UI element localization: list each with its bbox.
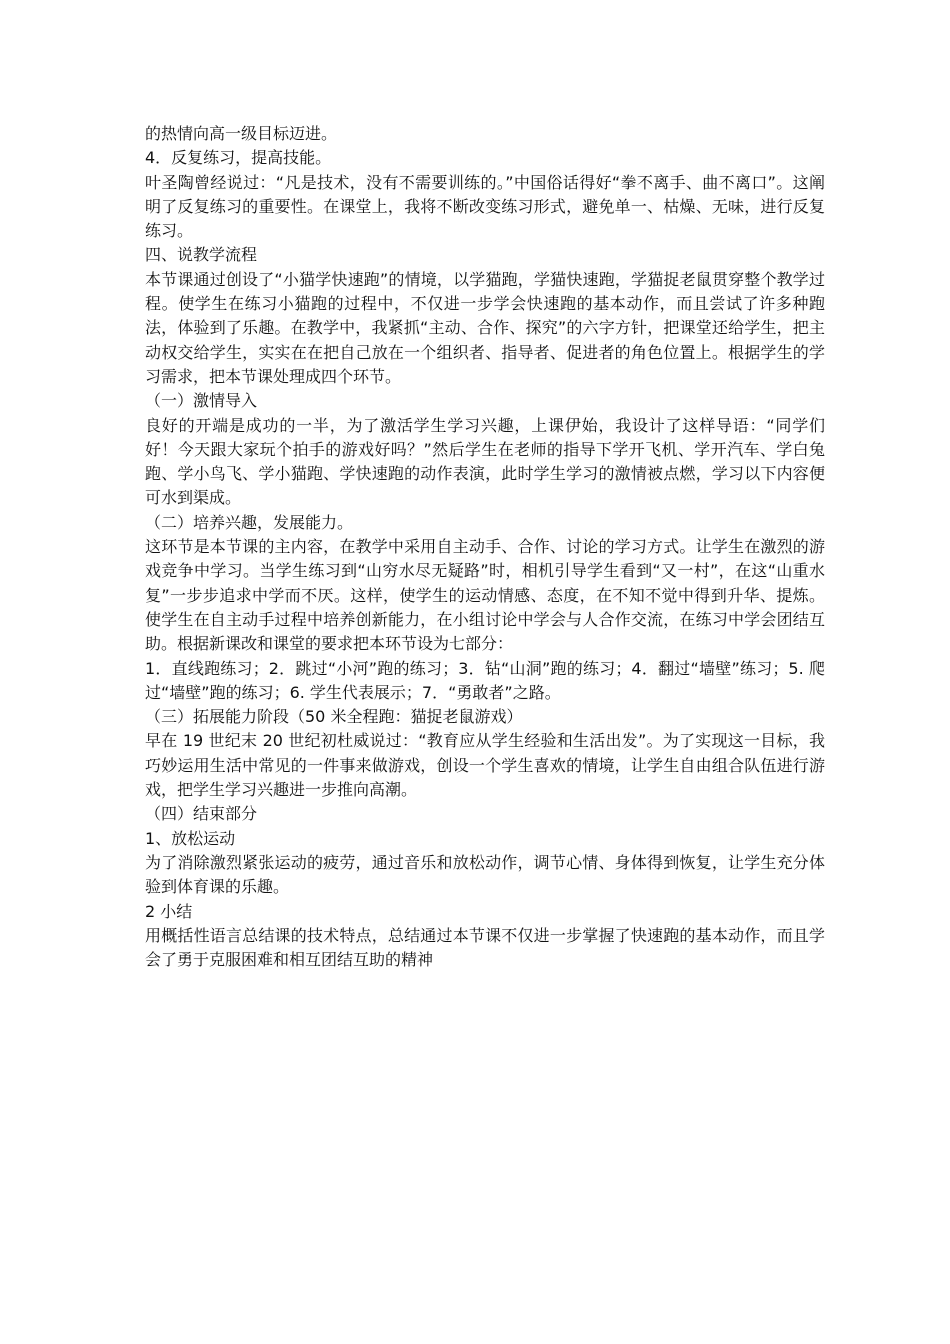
paragraph-summary: 用概括性语言总结课的技术特点，总结通过本节课不仅进一步掌握了快速跑的基本动作，而且学会了勇于克服困难和相互团结互助的精神 bbox=[145, 925, 825, 970]
document-body bbox=[145, 122, 825, 972]
paragraph-teaching-flow: 本节课通过创设了“小猫学快速跑”的情境，以学猫跑，学猫快速跑，学猫捉老鼠贯穿整个教学过程。使学生在练习小猫跑的过程中，不仅进一步学会快速跑的基本动作，而且尝试了许多种跑法，体验到了乐趣。在教学中，我紧抓“主动、合作、探究”的六字方针，把课堂还给学生，把主动权交给学生，实实在在把自己放在一个组织者、指导者、促进者的角色位置上。根据学生的学习需求，把本节课处理成四个环节。 bbox=[145, 269, 825, 386]
item-summary: 2 小结 bbox=[145, 901, 193, 921]
subheading-extension: （三）拓展能力阶段（50 米全程跑：猫捉老鼠游戏） bbox=[145, 707, 523, 727]
paragraph-seven-parts: 1．直线跑练习；2．跳过“小河”跑的练习；3．钻“山洞”跑的练习；4．翻过“墙壁”练习；5. 爬过“墙壁”跑的练习；6. 学生代表展示；7．“勇敢者”之路。 bbox=[145, 658, 825, 702]
subheading-intro: （一）激情导入 bbox=[145, 391, 258, 411]
section-heading-teaching-flow: 四、说教学流程 bbox=[145, 245, 258, 265]
paragraph-relax: 为了消除激烈紧张运动的疲劳，通过音乐和放松动作，调节心情、身体得到恢复，让学生充分体验到体育课的乐趣。 bbox=[145, 852, 825, 897]
subheading-interest: （二）培养兴趣，发展能力。 bbox=[145, 512, 354, 532]
paragraph-intro: 良好的开端是成功的一半，为了激活学生学习兴趣，上课伊始，我设计了这样导语：“同学们好！今天跟大家玩个拍手的游戏好吗？”然后学生在老师的指导下学开飞机、学开汽车、学白兔跑、学小鸟飞、学小猫跑、学快速跑的动作表演，此时学生学习的激情被点燃，学习以下内容便可水到渠成。 bbox=[145, 415, 825, 508]
item-relax: 1、放松运动 bbox=[145, 828, 236, 848]
subheading-ending: （四）结束部分 bbox=[145, 804, 258, 824]
paragraph-extension: 早在 19 世纪末 20 世纪初杜威说过：“教育应从学生经验和生活出发”。为了实现这一目标，我巧妙运用生活中常见的一件事来做游戏，创设一个学生喜欢的情境，让学生自由组合队伍进行游戏，把学生学习兴趣进一步推向高潮。 bbox=[145, 731, 825, 800]
paragraph-continuation: 的热情向高一级目标迈进。 bbox=[145, 124, 338, 143]
heading-repeat-practice: 4．反复练习，提高技能。 bbox=[145, 148, 332, 168]
paragraph-practice-quote: 叶圣陶曾经说过：“凡是技术，没有不需要训练的。”中国俗话得好“拳不离手、曲不离口”。这阐明了反复练习的重要性。在课堂上，我将不断改变练习形式，避免单一、枯燥、无味，进行反复练习。 bbox=[145, 172, 825, 241]
paragraph-interest: 这环节是本节课的主内容，在教学中采用自主动手、合作、讨论的学习方式。让学生在激烈的游戏竞争中学习。当学生练习到“山穷水尽无疑路”时，相机引导学生看到“又一村”，在这“山重水复”一步步追求中学而不厌。这样，使学生的运动情感、态度，在不知不觉中得到升华、提炼。使学生在自主动手过程中培养创新能力，在小组讨论中学会与人合作交流，在练习中学会团结互助。根据新课改和课堂的要求把本环节设为七部分： bbox=[145, 537, 825, 654]
